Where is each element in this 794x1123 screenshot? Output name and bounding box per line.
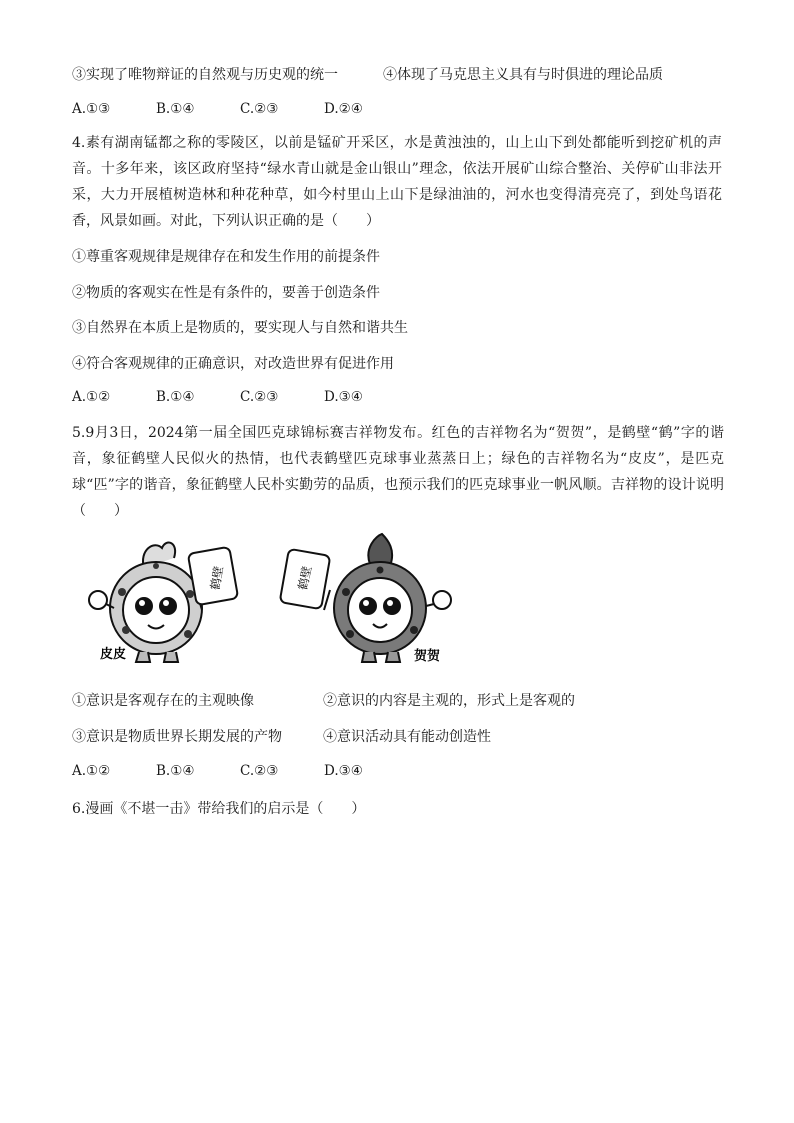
q5-option-4: ④意识活动具有能动创造性 [323,729,491,745]
mascot-hehe [280,534,451,662]
mascot-label-pipi: 皮皮 [100,647,127,662]
q5-choice-b: B.①④ [156,763,195,779]
q4-choice-d: D.③④ [324,389,363,405]
q5-options-row-2 [72,726,732,746]
q5-choices [72,763,408,779]
q3-options-row [72,64,732,84]
q4-stem: 4.素有湖南锰都之称的零陵区，以前是锰矿开采区，水是黄浊浊的，山上山下到处都能听到挖矿机的声音。十多年来，该区政府坚持“绿水青山就是金山银山”理念，依法开展矿山综合整治、关停矿山非法开采，大力开展植树造林和种花种草，如今村里山上山下是绿油油的，河水也变得清亮亮了，到处鸟语花香，风景如画。对此，下列认识正确的是（ ） [72,135,722,229]
q6-stem: 6.漫画《不堪一击》带给我们的启示是（ ） [72,801,366,817]
q5-option-1: ①意识是客观存在的主观映像 [72,693,254,709]
q3-option-3: ③实现了唯物辩证的自然观与历史观的统一 [72,67,338,83]
q3-choice-c: C.②③ [240,101,279,117]
q5-option-3: ③意识是物质世界长期发展的产物 [72,729,282,745]
pipi-sign-text: 鹤壁 [208,564,226,592]
q3-choice-a: A.①③ [72,101,111,117]
q5-option-2: ②意识的内容是主观的，形式上是客观的 [323,693,575,709]
q4-option-3: ③自然界在本质上是物质的，要实现人与自然和谐共生 [72,320,408,336]
q4-choice-a: A.①② [72,389,111,405]
q3-choice-d: D.②④ [324,101,363,117]
q4-choice-b: B.①④ [156,389,195,405]
mascot-illustration [84,530,464,680]
q4-option-1: ①尊重客观规律是规律存在和发生作用的前提条件 [72,249,380,265]
hehe-sign-text: 鹤壁 [295,564,315,592]
q4-option-2: ②物质的客观实在性是有条件的，要善于创造条件 [72,285,380,301]
q5-stem: 5.9月3日，2024第一届全国匹克球锦标赛吉祥物发布。红色的吉祥物名为“贺贺”，是鹤壁“鹤”字的谐音，象征鹤壁人民似火的热情，也代表鹤壁匹克球事业蒸蒸日上；绿色的吉祥物名为“皮皮”，是匹克球“匹”字的谐音，象征鹤壁人民朴实勤劳的品质，也预示我们的匹克球事业一帆风顺。吉祥物的设计说明（ ） [72,425,724,519]
q4-choices [72,389,408,405]
q5-choice-d: D.③④ [324,763,363,779]
q3-choices [72,101,408,117]
q5-choice-a: A.①② [72,763,111,779]
mascot-figure [84,530,464,680]
q3-option-4: ④体现了马克思主义具有与时俱进的理论品质 [383,67,663,83]
q4-choice-c: C.②③ [240,389,279,405]
mascot-pipi [89,543,238,662]
q5-choice-c: C.②③ [240,763,279,779]
q5-options-row-1 [72,690,732,710]
q4-option-4: ④符合客观规律的正确意识，对改造世界有促进作用 [72,356,394,372]
mascot-label-hehe: 贺贺 [414,649,441,664]
q3-choice-b: B.①④ [156,101,195,117]
